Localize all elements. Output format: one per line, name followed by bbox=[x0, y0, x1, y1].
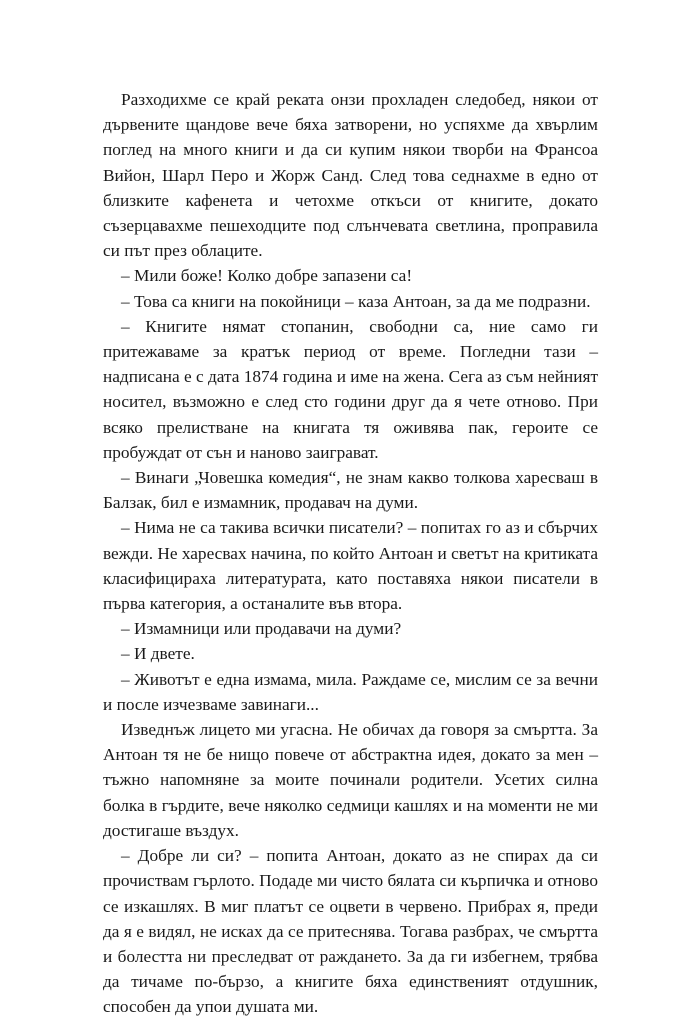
paragraph: – Това са книги на покойници – каза Антоан, за да ме подразни. bbox=[121, 291, 591, 311]
paragraph: – Винаги „Човешка комедия“, не знам какво толкова харесваш в Балзак, бил е измамник, продавач на думи. bbox=[103, 468, 598, 513]
paragraph: – Мили боже! Колко добре запазени са! bbox=[121, 266, 413, 286]
body-text bbox=[103, 87, 598, 1020]
paragraph: Разходихме се край реката онзи прохладен следобед, някои от дървените щандове вече бяха затворени, но успяхме да хвърлим поглед на много книги и да си купим някои творби на Франсоа Вийон, Шарл Перо и Жорж Санд. След това седнахме в едно от близките кафенета и четохме откъси от книгите, докато съзерцавахме пешеходците под слънчевата светлина, проправила си път през облаците. bbox=[103, 90, 598, 261]
paragraph: – Добре ли си? – попита Антоан, докато аз не спирах да си прочиствам гърлото. Подаде ми чисто бялата си кърпичка и отново се изкашлях. В миг платът се оцвети в червено. Прибрах я, преди да я е видял, не исках да се притеснява. Тогава разбрах, че смъртта и болестта ни преследват от раждането. За да ги избегнем, трябва да тичаме по-бързо, а книгите бяха единственият отдушник, способен да упои душата ми. bbox=[103, 846, 598, 1017]
paragraph: – Книгите нямат стопанин, свободни са, ние само ги притежаваме за кратък период от време. Погледни тази – надписана е с дата 1874 година и име на жена. Сега аз съм нейният носител, възможно е след сто години друг да я чете отново. При всяко прелистване на книгата тя оживява пак, героите се пробуждат от сън и наново заиграват. bbox=[103, 316, 598, 462]
paragraph: Изведнъж лицето ми угасна. Не обичах да говоря за смъртта. За Антоан тя не бе нищо повече от абстрактна идея, докато за мен – тъжно напомняне за моите починали родители. Усетих силна болка в гърдите, вече няколко седмици кашлях и на моменти не ми достигаше въздух. bbox=[103, 720, 598, 840]
paragraph: – Нима не са такива всички писатели? – попитах го аз и сбърчих вежди. Не харесвах начина, по който Антоан и светът на критиката класифицираха литературата, като поставяха някои писатели в първа категория, а останалите във втора. bbox=[103, 518, 598, 614]
paragraph: – И двете. bbox=[121, 644, 195, 664]
paragraph: – Измамници или продавачи на думи? bbox=[121, 619, 402, 639]
paragraph: – Животът е една измама, мила. Раждаме се, мислим се за вечни и после изчезваме завинаги... bbox=[103, 669, 598, 714]
